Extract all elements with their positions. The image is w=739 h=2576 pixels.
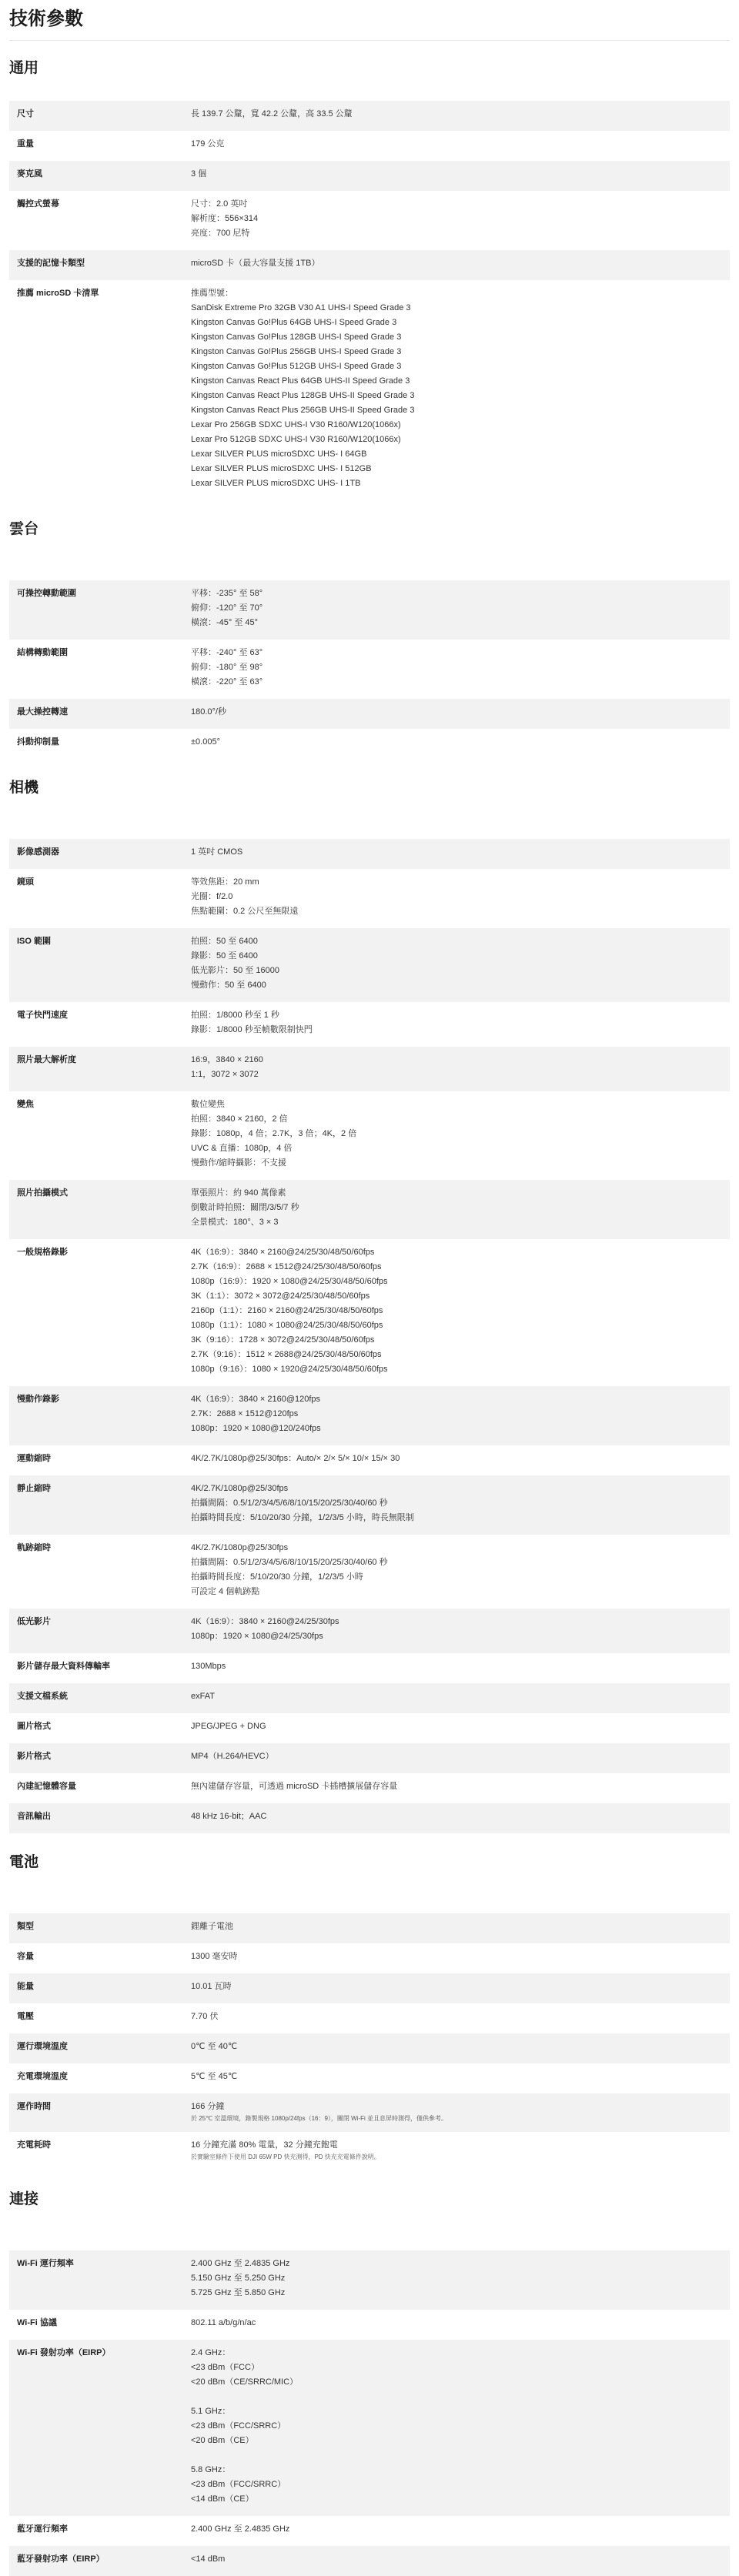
spec-row [9, 1913, 730, 1943]
spec-value-line: 錄影：1/8000 秒至幀數限制快門 [191, 1025, 313, 1034]
spec-value [191, 1098, 730, 1171]
spec-row [9, 2546, 730, 2576]
spec-value-line: Lexar Pro 512GB SDXC UHS-I V30 R160/W120(1066x) [191, 435, 401, 444]
spec-value-line: 4K/2.7K/1080p@25/30fps：Auto/× 2/× 5/× 10/× 15/× 30 [191, 1454, 400, 1463]
spec-value-line: 推薦型號： [191, 289, 233, 298]
spec-row [9, 1713, 730, 1743]
spec-value-line: 拍攝間隔：0.5/1/2/3/4/5/6/8/10/15/20/25/30/40/60 秒 [191, 1558, 388, 1567]
spec-value-line: 1080p：1920 × 1080@120/240fps [191, 1424, 321, 1433]
spec-row [9, 1047, 730, 1091]
spec-value-line: 可設定 4 個軌跡點 [191, 1587, 260, 1596]
spec-value [191, 137, 730, 152]
spec-value [191, 1541, 730, 1599]
spec-value [191, 1689, 730, 1704]
spec-label: 鏡頭 [17, 877, 34, 887]
spec-value-line: Lexar SILVER PLUS microSDXC UHS- I 1TB [191, 479, 361, 488]
spec-label: Wi-Fi 協議 [17, 2318, 57, 2327]
spec-row [9, 1773, 730, 1803]
spec-value-line: 拍攝間隔：0.5/1/2/3/4/5/6/8/10/15/20/25/30/40/60 秒 [191, 1498, 388, 1508]
spec-value-line: <20 dBm（CE） [191, 2436, 254, 2445]
spec-value [191, 1950, 730, 1964]
spec-value [191, 934, 730, 993]
spec-value-line: 16:9，3840 × 2160 [191, 1055, 263, 1064]
spec-row [9, 2310, 730, 2340]
spec-value-line: 2.400 GHz 至 2.4835 GHz [191, 2259, 290, 2268]
spec-value-line: 180.0°/秒 [191, 707, 226, 717]
spec-value-line: 2.7K：2688 × 1512@120fps [191, 1409, 299, 1418]
spec-row [9, 1091, 730, 1180]
spec-value-line: Kingston Canvas Go!Plus 256GB UHS-I Speed Grade 3 [191, 347, 402, 356]
spec-value-line: 橫滾：-45° 至 45° [191, 618, 259, 627]
spec-row [9, 1535, 730, 1609]
spec-label: 影片儲存最大資料傳輸率 [17, 1662, 110, 1671]
spec-row [9, 1609, 730, 1653]
spec-label: 推薦 microSD 卡清單 [17, 289, 99, 298]
spec-label: 重量 [17, 139, 34, 149]
section-title: 連接 [9, 2191, 39, 2207]
spec-value [191, 1980, 730, 1994]
spec-value [191, 875, 730, 919]
spec-label: 影像感測器 [17, 847, 59, 857]
spec-label: 變焦 [17, 1100, 34, 1109]
spec-value-line: UVC & 直播：1080p，4 倍 [191, 1144, 293, 1153]
spec-label: 電壓 [17, 2012, 34, 2021]
spec-value [191, 1779, 730, 1794]
spec-row [9, 250, 730, 280]
spec-value-line: 亮度：700 尼特 [191, 229, 250, 238]
spec-value-line: <14 dBm（CE） [191, 2494, 254, 2504]
spec-value-line: Lexar SILVER PLUS microSDXC UHS- I 64GB [191, 449, 367, 459]
spec-value-line: 光圈：f/2.0 [191, 892, 233, 901]
spec-value [191, 2522, 730, 2537]
spec-value [191, 586, 730, 630]
spec-row [9, 1943, 730, 1973]
spec-value-line: Kingston Canvas Go!Plus 512GB UHS-I Speed Grade 3 [191, 362, 402, 371]
spec-row [9, 2250, 730, 2310]
spec-value [191, 256, 730, 271]
spec-value [191, 1245, 730, 1377]
spec-row [9, 1386, 730, 1445]
spec-value-line: 0℃ 至 40℃ [191, 2042, 238, 2051]
spec-row [9, 869, 730, 928]
spec-row [9, 580, 730, 640]
spec-value [191, 1392, 730, 1436]
spec-label: Wi-Fi 發射功率（EIRP） [17, 2348, 111, 2357]
spec-value-line: 長 139.7 公釐，寬 42.2 公釐，高 33.5 公釐 [191, 109, 353, 119]
spec-label: 軌跡縮時 [17, 1543, 51, 1552]
spec-value-line: Kingston Canvas React Plus 256GB UHS-II Speed Grade 3 [191, 406, 415, 415]
spec-value-line: 2.400 GHz 至 2.4835 GHz [191, 2524, 290, 2534]
spec-value-line: 焦點範圍：0.2 公尺至無限遠 [191, 907, 299, 916]
spec-value-line: <23 dBm（FCC） [191, 2363, 259, 2372]
spec-value-line: 5.150 GHz 至 5.250 GHz [191, 2274, 286, 2283]
spec-label: 支援文檔系統 [17, 1692, 68, 1701]
spec-value [191, 2040, 730, 2054]
spec-row [9, 1445, 730, 1475]
spec-row [9, 1973, 730, 2003]
spec-value-line: 鋰離子電池 [191, 1922, 233, 1931]
spec-row [9, 699, 730, 729]
spec-label: 充電環境溫度 [17, 2072, 68, 2081]
spec-value [191, 1482, 730, 1525]
spec-value-line: ±0.005° [191, 737, 220, 747]
spec-row [9, 1239, 730, 1386]
spec-value-line: 拍照：1/8000 秒至 1 秒 [191, 1011, 279, 1020]
spec-label: 尺寸 [17, 109, 34, 119]
spec-row [9, 191, 730, 250]
spec-row [9, 2033, 730, 2063]
spec-label: 音訊輸出 [17, 1812, 51, 1821]
spec-row [9, 2340, 730, 2516]
spec-label: 麥克風 [17, 169, 42, 179]
spec-value-line: Kingston Canvas Go!Plus 128GB UHS-I Speed Grade 3 [191, 332, 402, 342]
spec-value-line: 48 kHz 16-bit；AAC [191, 1812, 267, 1821]
spec-value-line: 4K（16:9）：3840 × 2160@24/25/30fps [191, 1617, 339, 1626]
spec-value-line: JPEG/JPEG + DNG [191, 1722, 266, 1731]
spec-value [191, 1053, 730, 1082]
spec-label: 照片拍攝模式 [17, 1188, 68, 1198]
spec-value [191, 1186, 730, 1230]
spec-label: 圖片格式 [17, 1722, 51, 1731]
spec-footnote: 於實驗室條件下使用 DJI 65W PD 快充測得，PD 快充充電條件說明。 [191, 2153, 380, 2160]
spec-label: 照片最大解析度 [17, 1055, 76, 1064]
spec-value [191, 107, 730, 122]
spec-row [9, 839, 730, 869]
spec-sections [0, 41, 739, 2576]
spec-value [191, 1452, 730, 1466]
spec-value [191, 1615, 730, 1644]
spec-value-line: <23 dBm（FCC/SRRC） [191, 2421, 286, 2431]
spec-label: 慢動作錄影 [17, 1395, 59, 1404]
spec-row [9, 928, 730, 1002]
spec-row [9, 2003, 730, 2033]
spec-row [9, 2063, 730, 2093]
spec-label: 充電耗時 [17, 2140, 51, 2150]
spec-value [191, 2138, 730, 2161]
spec-label: ISO 範圍 [17, 937, 52, 946]
spec-value [191, 2100, 730, 2123]
section-title: 電池 [9, 1854, 39, 1870]
spec-value [191, 1919, 730, 1934]
spec-value [191, 735, 730, 750]
spec-value-line: 數位變焦 [191, 1100, 225, 1109]
spec-label: 內建記憶體容量 [17, 1782, 76, 1791]
spec-value-line: 3K（1:1）：3072 × 3072@24/25/30/48/50/60fps [191, 1291, 370, 1301]
spec-value-line: 2.4 GHz： [191, 2348, 231, 2357]
spec-value-line: Lexar SILVER PLUS microSDXC UHS- I 512GB [191, 464, 372, 473]
spec-value-line: Kingston Canvas React Plus 128GB UHS-II Speed Grade 3 [191, 391, 415, 400]
spec-value-line: 拍攝時間長度：5/10/20/30 分鐘，1/2/3/5 小時，時長無限制 [191, 1513, 414, 1522]
spec-label: 運行環境溫度 [17, 2042, 68, 2051]
spec-label: 結構轉動範圍 [17, 648, 68, 657]
spec-value-line: 2.7K（16:9）：2688 × 1512@24/25/30/48/50/60fps [191, 1262, 382, 1271]
spec-row [9, 2516, 730, 2546]
spec-label: 影片格式 [17, 1752, 51, 1761]
section-title: 相機 [9, 780, 39, 796]
spec-value-line: 1080p（9:16）：1080 × 1920@24/25/30/48/50/60fps [191, 1365, 388, 1374]
spec-label: 靜止縮時 [17, 1484, 51, 1493]
spec-row [9, 1743, 730, 1773]
spec-row [9, 2132, 730, 2170]
spec-value-line: 解析度：556×314 [191, 214, 259, 223]
spec-label: 一般規格錄影 [17, 1248, 68, 1257]
spec-value-line: Lexar Pro 256GB SDXC UHS-I V30 R160/W120(1066x) [191, 420, 401, 429]
spec-value [191, 167, 730, 182]
spec-value-line: 單張照片：約 940 萬像素 [191, 1188, 286, 1198]
spec-value [191, 2070, 730, 2084]
spec-value-line: 4K/2.7K/1080p@25/30fps [191, 1484, 289, 1493]
spec-row [9, 101, 730, 131]
spec-value [191, 646, 730, 690]
spec-value [191, 286, 730, 491]
spec-value-line: 2.7K（9:16）：1512 × 2688@24/25/30/48/50/60fps [191, 1350, 382, 1359]
spec-row [9, 161, 730, 191]
spec-value [191, 1008, 730, 1037]
spec-label: 類型 [17, 1922, 34, 1931]
spec-value-line: <23 dBm（FCC/SRRC） [191, 2480, 286, 2489]
spec-label: 運動縮時 [17, 1454, 51, 1463]
spec-label: 電子快門速度 [17, 1011, 68, 1020]
spec-value-line: 全景模式：180°、3 × 3 [191, 1218, 279, 1227]
spec-value-line: 2160p（1:1）：2160 × 2160@24/25/30/48/50/60fps [191, 1306, 383, 1315]
spec-value-line: 平移：-235° 至 58° [191, 589, 263, 598]
spec-row [9, 280, 730, 500]
spec-row [9, 1180, 730, 1239]
page-title: 技術參數 [9, 8, 83, 29]
spec-value-line: 10.01 瓦時 [191, 1982, 232, 1991]
spec-value-line: 16 分鐘充滿 80% 電量，32 分鐘充飽電 [191, 2140, 338, 2150]
spec-value-line: 倒數計時拍照：關閉/3/5/7 秒 [191, 1203, 299, 1212]
spec-value [191, 2552, 730, 2567]
spec-value-line: 7.70 伏 [191, 2012, 219, 2021]
spec-value-line: <20 dBm（CE/SRRC/MIC） [191, 2377, 299, 2387]
spec-value [191, 2257, 730, 2300]
spec-value-line: 慢動作：50 至 6400 [191, 981, 266, 990]
spec-value-line: 拍照：3840 × 2160，2 倍 [191, 1114, 288, 1124]
spec-value-line: 1080p（16:9）：1920 × 1080@24/25/30/48/50/60fps [191, 1277, 388, 1286]
spec-value-line: 俯仰：-180° 至 98° [191, 663, 263, 672]
spec-value-line [191, 2390, 730, 2404]
spec-label: 低光影片 [17, 1617, 51, 1626]
spec-value-line: 3K（9:16）：1728 × 3072@24/25/30/48/50/60fps [191, 1335, 375, 1345]
spec-value-line: Kingston Canvas Go!Plus 64GB UHS-I Speed Grade 3 [191, 318, 397, 327]
spec-label: 藍牙發射功率（EIRP） [17, 2554, 105, 2564]
spec-row [9, 1653, 730, 1683]
spec-row [9, 1475, 730, 1535]
spec-value-line: 錄影：50 至 6400 [191, 951, 258, 961]
spec-value-line: microSD 卡（最大容量支援 1TB） [191, 259, 320, 268]
spec-row [9, 640, 730, 699]
spec-value-line: 5.725 GHz 至 5.850 GHz [191, 2288, 286, 2297]
spec-value-line: 俯仰：-120° 至 70° [191, 603, 263, 613]
spec-value [191, 845, 730, 860]
spec-value-line: 4K（16:9）：3840 × 2160@24/25/30/48/50/60fps [191, 1248, 375, 1257]
spec-value-line: 錄影：1080p，4 倍；2.7K，3 倍；4K，2 倍 [191, 1129, 357, 1138]
spec-value [191, 2010, 730, 2024]
spec-value-line [191, 2448, 730, 2463]
section-title: 通用 [9, 60, 39, 76]
spec-value-line: 5.8 GHz： [191, 2465, 231, 2474]
spec-footnote: 於 25℃ 室溫環境，錄製規格 1080p/24fps（16：9），關閉 Wi-Fi 並且息屏時測得，僅供參考。 [191, 2115, 448, 2122]
spec-label: 容量 [17, 1952, 34, 1961]
spec-value-line: MP4（H.264/HEVC） [191, 1752, 274, 1761]
spec-value [191, 2316, 730, 2330]
spec-value-line: 1 英吋 CMOS [191, 847, 243, 857]
spec-value [191, 1809, 730, 1824]
spec-value-line: 尺寸：2.0 英吋 [191, 199, 248, 209]
spec-label: 運作時間 [17, 2102, 51, 2111]
spec-value-line: 1300 毫安時 [191, 1952, 238, 1961]
spec-value-line: 無內建儲存容量，可透過 microSD 卡插槽擴展儲存容量 [191, 1782, 398, 1791]
spec-row [9, 729, 730, 759]
spec-value-line: 拍攝時間長度：5/10/20/30 分鐘，1/2/3/5 小時 [191, 1572, 363, 1582]
spec-value-line: 4K（16:9）：3840 × 2160@120fps [191, 1395, 321, 1404]
spec-value-line: 等效焦距：20 mm [191, 877, 259, 887]
spec-value-line: 1:1，3072 × 3072 [191, 1070, 259, 1079]
spec-value [191, 705, 730, 720]
spec-value-line: 179 公克 [191, 139, 225, 149]
spec-value-line: 1080p：1920 × 1080@24/25/30fps [191, 1632, 323, 1641]
spec-value [191, 1719, 730, 1734]
spec-label: Wi-Fi 運行頻率 [17, 2259, 74, 2268]
spec-value [191, 197, 730, 241]
spec-value-line: 3 個 [191, 169, 207, 179]
spec-value-line: 慢動作/縮時攝影：不支援 [191, 1158, 287, 1168]
spec-value-line: Kingston Canvas React Plus 64GB UHS-II Speed Grade 3 [191, 376, 410, 386]
spec-value-line: 平移：-240° 至 63° [191, 648, 263, 657]
spec-label: 觸控式螢幕 [17, 199, 59, 209]
spec-label: 藍牙運行頻率 [17, 2524, 68, 2534]
spec-label: 抖動抑制量 [17, 737, 59, 747]
spec-value [191, 2346, 730, 2507]
spec-value [191, 1659, 730, 1674]
spec-label: 能量 [17, 1982, 34, 1991]
spec-value-line: 橫滾：-220° 至 63° [191, 677, 263, 687]
spec-value-line: 5.1 GHz： [191, 2407, 231, 2416]
section-title: 雲台 [9, 521, 39, 537]
spec-value-line: 130Mbps [191, 1662, 226, 1671]
spec-value-line: 1080p（1:1）：1080 × 1080@24/25/30/48/50/60fps [191, 1321, 383, 1330]
spec-value-line: 802.11 a/b/g/n/ac [191, 2318, 256, 2327]
spec-value-line: exFAT [191, 1692, 215, 1701]
spec-value-line: 166 分鐘 [191, 2102, 225, 2111]
spec-label: 支援的記憶卡類型 [17, 259, 85, 268]
spec-row [9, 131, 730, 161]
spec-row [9, 2093, 730, 2132]
spec-value-line: SanDisk Extreme Pro 32GB V30 A1 UHS-I Speed Grade 3 [191, 303, 411, 312]
spec-row [9, 1002, 730, 1047]
spec-row [9, 1683, 730, 1713]
spec-value-line: 低光影片：50 至 16000 [191, 966, 279, 975]
spec-label: 最大操控轉速 [17, 707, 68, 717]
spec-value [191, 1749, 730, 1764]
spec-label: 可操控轉動範圍 [17, 589, 76, 598]
spec-value-line: 拍照：50 至 6400 [191, 937, 258, 946]
spec-value-line: <14 dBm [191, 2554, 226, 2564]
spec-row [9, 1803, 730, 1833]
spec-value-line: 4K/2.7K/1080p@25/30fps [191, 1543, 289, 1552]
spec-value-line: 5℃ 至 45℃ [191, 2072, 238, 2081]
